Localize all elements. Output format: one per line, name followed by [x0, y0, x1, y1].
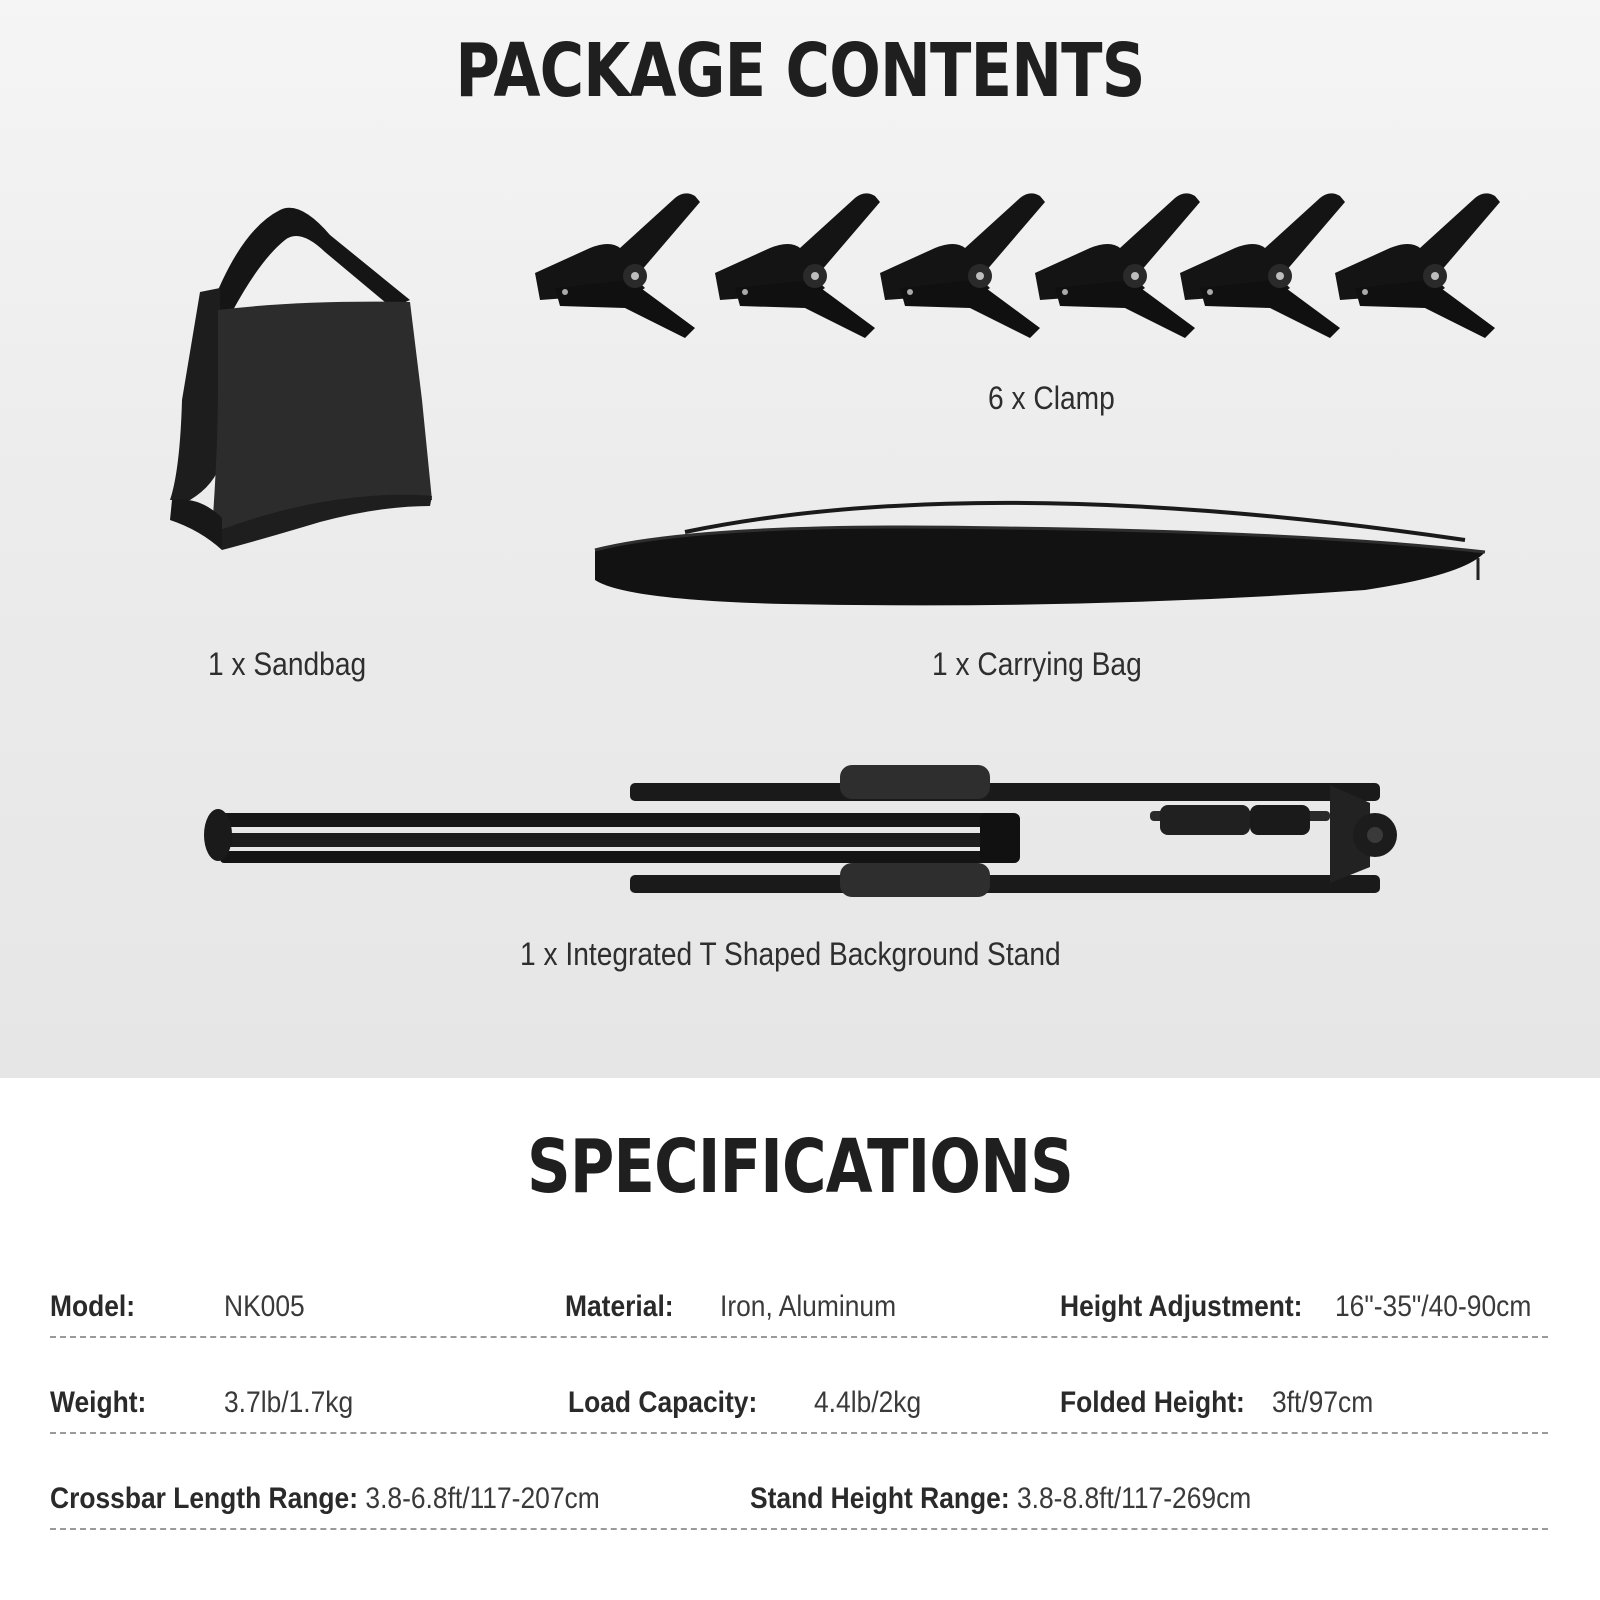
spec-value: NK005: [224, 1290, 305, 1323]
carrying-bag-caption: 1 x Carrying Bag: [932, 646, 1142, 682]
package-contents-title: PACKAGE CONTENTS: [455, 28, 1145, 114]
spec-value: Iron, Aluminum: [720, 1290, 897, 1323]
stand-image: [200, 755, 1420, 915]
spec-height-adjustment: [1060, 1290, 1302, 1324]
spec-label: Height Adjustment:: [1060, 1290, 1303, 1323]
spec-label: Load Capacity:: [568, 1386, 758, 1419]
spec-material-value-cell: [720, 1290, 896, 1324]
spec-label: Material:: [565, 1290, 674, 1323]
spec-weight: [50, 1386, 146, 1420]
specifications-title: SPECIFICATIONS: [526, 1124, 1074, 1210]
spec-value: 3.8-6.8ft/117-207cm: [365, 1482, 600, 1515]
spec-value: 16"-35"/40-90cm: [1335, 1290, 1532, 1323]
spec-weight-value-cell: [224, 1386, 353, 1420]
spec-value: 3.7lb/1.7kg: [224, 1386, 354, 1419]
spec-load-capacity: [568, 1386, 757, 1420]
spec-label: Model:: [50, 1290, 136, 1323]
spec-label: Stand Height Range:: [750, 1482, 1010, 1515]
spec-value: 3ft/97cm: [1272, 1386, 1374, 1419]
spec-material: [565, 1290, 674, 1324]
spec-model: [50, 1290, 135, 1324]
spec-height-adjustment-value-cell: [1335, 1290, 1531, 1324]
spec-folded-height-value-cell: [1272, 1386, 1373, 1420]
spec-model-value-cell: [224, 1290, 305, 1324]
sandbag-caption: 1 x Sandbag: [208, 646, 367, 682]
spec-row: [50, 1372, 1548, 1434]
spec-label: Crossbar Length Range:: [50, 1482, 359, 1515]
clamps-image: [535, 188, 1515, 348]
spec-row: [50, 1276, 1548, 1338]
sandbag-image: [160, 200, 450, 570]
spec-stand-height: [750, 1482, 1251, 1516]
carrying-bag-image: [585, 480, 1495, 620]
spec-label: Weight:: [50, 1386, 147, 1419]
spec-folded-height: [1060, 1386, 1245, 1420]
spec-row: [50, 1468, 1548, 1530]
spec-value: 3.8-8.8ft/117-269cm: [1016, 1482, 1252, 1515]
spec-crossbar-length: [50, 1482, 600, 1516]
stand-caption: 1 x Integrated T Shaped Background Stand: [520, 936, 1061, 972]
spec-value: 4.4lb/2kg: [814, 1386, 922, 1419]
spec-label: Folded Height:: [1060, 1386, 1245, 1419]
spec-load-capacity-value-cell: [814, 1386, 921, 1420]
clamps-caption: 6 x Clamp: [988, 380, 1115, 416]
